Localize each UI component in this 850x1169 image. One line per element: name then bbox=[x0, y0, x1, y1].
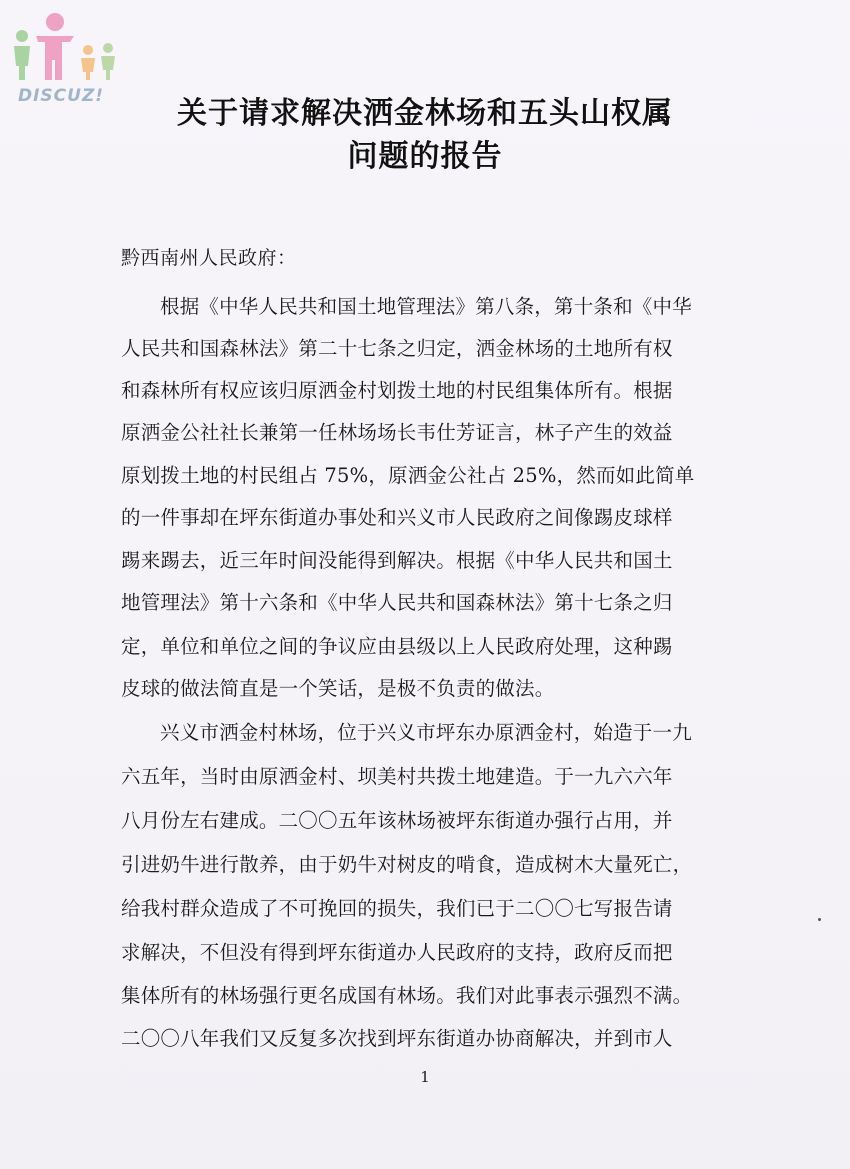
paragraph-1-line: 原划拨土地的村民组占 75%，原洒金公社占 25%，然而如此简单 bbox=[121, 464, 695, 487]
paragraph-1-line: 根据《中华人民共和国土地管理法》第八条，第十条和《中华 bbox=[160, 295, 692, 318]
page-number: 1 bbox=[420, 1068, 430, 1086]
paragraph-2-line: 六五年，当时由原洒金村、坝美村共拨土地建造。于一九六六年 bbox=[121, 765, 673, 788]
paragraph-1-line: 的一件事却在坪东街道办事处和兴义市人民政府之间像踢皮球样 bbox=[121, 506, 673, 529]
paragraph-1-line: 皮球的做法简直是一个笑话，是极不负责的做法。 bbox=[121, 677, 555, 700]
paragraph-1-line: 原洒金公社社长兼第一任林场场长韦仕芳证言，林子产生的效益 bbox=[121, 421, 673, 444]
paragraph-2-line: 兴义市洒金村林场，位于兴义市坪东办原洒金村，始造于一九 bbox=[160, 721, 692, 744]
family-icon bbox=[8, 8, 120, 88]
paragraph-1-line: 定，单位和单位之间的争议应由县级以上人民政府处理，这种踢 bbox=[121, 635, 673, 658]
addressee: 黔西南州人民政府： bbox=[121, 247, 297, 269]
watermark-text: DISCUZ! bbox=[18, 86, 105, 106]
paragraph-1-line: 和森林所有权应该归原洒金村划拨土地的村民组集体所有。根据 bbox=[121, 379, 673, 402]
paragraph-2-line: 给我村群众造成了不可挽回的损失，我们已于二〇〇七写报告请 bbox=[121, 897, 673, 920]
paragraph-1-line: 人民共和国森林法》第二十七条之归定，洒金林场的土地所有权 bbox=[121, 337, 673, 360]
paragraph-2-line: 引进奶牛进行散养，由于奶牛对树皮的啃食，造成树木大量死亡， bbox=[121, 853, 693, 876]
document-title-line-2: 问题的报告 bbox=[347, 139, 503, 174]
scan-speck bbox=[818, 918, 821, 921]
paragraph-2-line: 求解决，不但没有得到坪东街道办人民政府的支持，政府反而把 bbox=[121, 941, 673, 964]
paragraph-2-line: 集体所有的林场强行更名成国有林场。我们对此事表示强烈不满。 bbox=[121, 984, 693, 1007]
paragraph-2-line: 八月份左右建成。二〇〇五年该林场被坪东街道办强行占用，并 bbox=[121, 809, 673, 832]
document-title-line-1: 关于请求解决洒金林场和五头山权属 bbox=[177, 96, 673, 131]
paragraph-1-line: 地管理法》第十六条和《中华人民共和国森林法》第十七条之归 bbox=[121, 591, 673, 614]
paragraph-1-line: 踢来踢去，近三年时间没能得到解决。根据《中华人民共和国土 bbox=[121, 549, 673, 572]
paragraph-2-line: 二〇〇八年我们又反复多次找到坪东街道办协商解决，并到市人 bbox=[121, 1027, 673, 1050]
